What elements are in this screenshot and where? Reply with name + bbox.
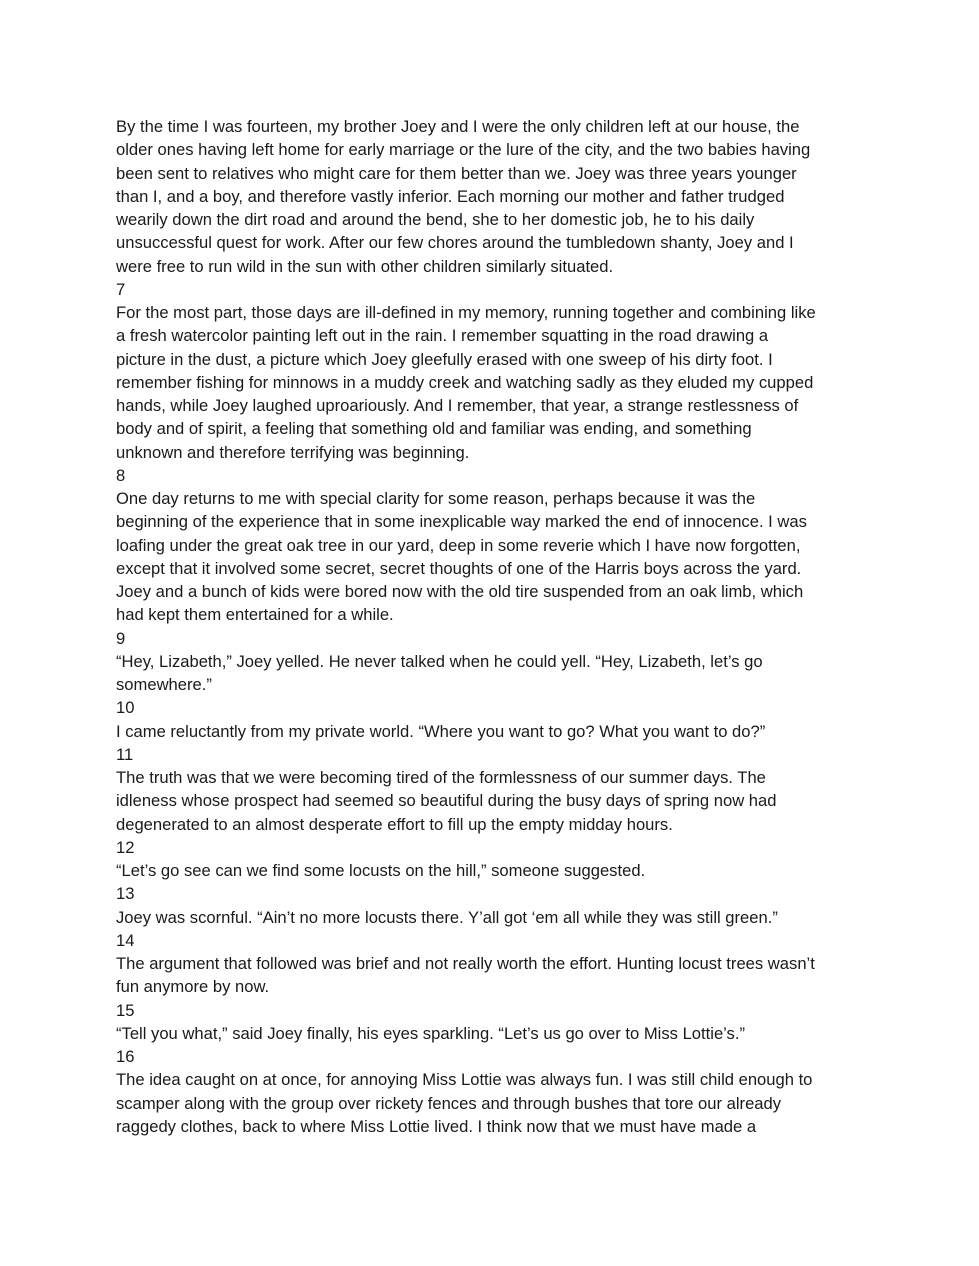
paragraph-line: fun anymore by now. xyxy=(116,977,270,997)
paragraph-number: 14 xyxy=(116,930,135,950)
paragraph-number: 7 xyxy=(116,279,126,299)
paragraph-line: The idea caught on at once, for annoying Miss Lottie was always fun. I was still child enough to xyxy=(116,1070,813,1090)
paragraph-line: unsuccessful quest for work. After our few chores around the tumbledown shanty, Joey and I xyxy=(116,233,794,253)
paragraph-number: 9 xyxy=(116,628,126,648)
paragraph xyxy=(116,952,864,999)
paragraph-line: Joey and a bunch of kids were bored now with the old tire suspended from an oak limb, which xyxy=(116,582,804,601)
paragraph-line: I came reluctantly from my private world. “Where you want to go? What you want to do?” xyxy=(116,721,766,741)
paragraph-line: “Tell you what,” said Joey finally, his eyes sparkling. “Let’s us go over to Miss Lottie’s.” xyxy=(116,1023,745,1043)
paragraph-line: “Let’s go see can we find some locusts on the hill,” someone suggested. xyxy=(116,861,646,880)
paragraph-line: “Hey, Lizabeth,” Joey yelled. He never talked when he could yell. “Hey, Lizabeth, let’s go xyxy=(116,651,763,671)
paragraph-line: beginning of the experience that in some inexplicable way marked the end of innocence. I was xyxy=(116,512,807,532)
paragraph xyxy=(116,650,864,697)
paragraph-line: remember fishing for minnows in a muddy creek and watching sadly as they eluded my cupped xyxy=(116,372,814,392)
paragraph-line: picture in the dust, a picture which Joey gleefully erased with one sweep of his dirty foot. I xyxy=(116,349,773,369)
paragraph xyxy=(116,487,864,627)
paragraph-line: idleness whose prospect had seemed so beautiful during the busy days of spring now had xyxy=(116,791,777,811)
paragraph-number: 11 xyxy=(116,744,134,764)
paragraph-line: The argument that followed was brief and not really worth the effort. Hunting locust trees wasn’t xyxy=(116,954,815,973)
paragraph xyxy=(116,301,864,464)
paragraph-line: One day returns to me with special clarity for some reason, perhaps because it was the xyxy=(116,489,756,508)
paragraph-line: scamper along with the group over rickety fences and through bushes that tore our already xyxy=(116,1093,782,1113)
paragraph-line: degenerated to an almost desperate effort to fill up the empty midday hours. xyxy=(116,814,673,834)
paragraph xyxy=(116,115,864,278)
paragraph-line: a fresh watercolor painting left out in the rain. I remember squatting in the road drawing a xyxy=(116,326,769,346)
paragraph-number: 10 xyxy=(116,698,135,718)
paragraph xyxy=(116,766,864,836)
paragraph-line: Joey was scornful. “Ain’t no more locusts there. Y’all got ‘em all while they was still green.” xyxy=(116,907,778,927)
paragraph-number: 16 xyxy=(116,1047,135,1066)
paragraph xyxy=(116,1022,864,1045)
paragraph-line: wearily down the dirt road and around the bend, she to her domestic job, he to his daily xyxy=(116,210,755,229)
paragraph-line: unknown and therefore terrifying was beginning. xyxy=(116,442,470,462)
paragraph-line: raggedy clothes, back to where Miss Lottie lived. I think now that we must have made a xyxy=(116,1116,757,1136)
document-page xyxy=(116,115,864,1138)
paragraph xyxy=(116,720,864,743)
paragraph-line: body and of spirit, a feeling that something old and familiar was ending, and something xyxy=(116,419,752,439)
paragraph-number: 13 xyxy=(116,884,135,904)
document-body xyxy=(116,115,864,1138)
paragraph-number: 12 xyxy=(116,837,135,857)
paragraph xyxy=(116,906,864,929)
paragraph-line: loafing under the great oak tree in our yard, deep in some reverie which I have now forgotten, xyxy=(116,535,801,555)
paragraph xyxy=(116,859,864,882)
paragraph-line: than I, and a boy, and therefore vastly inferior. Each morning our mother and father trudged xyxy=(116,186,785,206)
paragraph xyxy=(116,1068,864,1138)
paragraph-line: were free to run wild in the sun with other children similarly situated. xyxy=(116,256,614,276)
paragraph-line: had kept them entertained for a while. xyxy=(116,605,394,625)
paragraph-line: older ones having left home for early marriage or the lure of the city, and the two babies having xyxy=(116,140,811,160)
paragraph-line: hands, while Joey laughed uproariously. And I remember, that year, a strange restlessness of xyxy=(116,396,799,415)
paragraph-line: somewhere.” xyxy=(116,675,212,694)
paragraph-line: By the time I was fourteen, my brother Joey and I were the only children left at our house, the xyxy=(116,117,800,136)
paragraph-line: For the most part, those days are ill-defined in my memory, running together and combining like xyxy=(116,303,816,322)
paragraph-line: been sent to relatives who might care for them better than we. Joey was three years younger xyxy=(116,163,797,183)
paragraph-line: except that it involved some secret, secret thoughts of one of the Harris boys across the yard. xyxy=(116,558,802,578)
paragraph-number: 15 xyxy=(116,1000,135,1020)
paragraph-line: The truth was that we were becoming tired of the formlessness of our summer days. The xyxy=(116,768,766,787)
paragraph-number: 8 xyxy=(116,465,126,485)
